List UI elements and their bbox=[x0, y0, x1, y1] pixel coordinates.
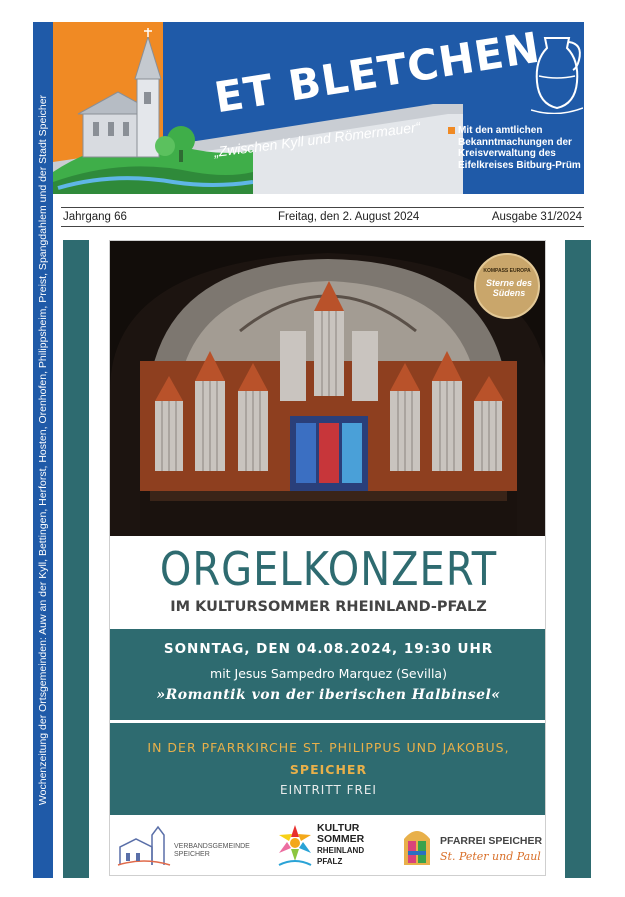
issue-info-bar bbox=[61, 207, 584, 227]
pfarrei-logo bbox=[400, 823, 545, 871]
verbandsgemeinde-logo bbox=[116, 825, 256, 869]
ks-line3: RHEINLAND bbox=[317, 846, 365, 855]
official-notice bbox=[458, 125, 584, 171]
badge-top-text: KOMPASS EUROPA bbox=[483, 268, 531, 274]
kultursommer-logo bbox=[275, 821, 385, 873]
pfarrei-window-icon bbox=[400, 823, 434, 867]
event-date: SONNTAG, DEN 04.08.2024, 19:30 UHR bbox=[163, 641, 494, 657]
concert-subtitle: IM KULTURSOMMER RHEINLAND-PFALZ bbox=[170, 599, 487, 615]
vg-line1: VERBANDSGEMEINDE bbox=[174, 843, 250, 850]
performer: mit Jesus Sampedro Marquez (Sevilla) bbox=[210, 666, 447, 681]
notice-text: Mit den amtlichen Bekanntmachungen der Kreisverwaltung des Eifelkreises Bitburg-Prüm bbox=[458, 125, 581, 171]
pfarrei-title: PFARREI SPEICHER bbox=[440, 835, 543, 847]
side-strip bbox=[33, 22, 53, 878]
vg-church-icon bbox=[116, 825, 172, 869]
admission: EINTRITT FREI bbox=[280, 783, 377, 797]
kultursommer-text bbox=[317, 823, 364, 867]
vg-line2: SPEICHER bbox=[174, 851, 210, 858]
event-details bbox=[110, 629, 546, 815]
concert-poster bbox=[109, 240, 546, 876]
concert-title: ORGELKONZERT bbox=[159, 543, 498, 597]
masthead bbox=[53, 22, 584, 194]
volume-label: Jahrgang 66 bbox=[63, 211, 127, 223]
issue-date: Freitag, den 2. August 2024 bbox=[278, 211, 420, 223]
issue-number: Ausgabe 31/2024 bbox=[491, 211, 582, 223]
kultursommer-sun-icon bbox=[275, 821, 315, 871]
newspaper-title: ET BLETCHEN bbox=[211, 22, 544, 123]
sterne-des-suedens-badge bbox=[474, 253, 540, 319]
program-title: »Romantik von der iberischen Halbinsel« bbox=[156, 687, 501, 703]
sponsor-logos bbox=[110, 815, 546, 876]
ks-line4: PFALZ bbox=[317, 857, 343, 866]
divider bbox=[110, 720, 546, 723]
ks-line2: SOMMER bbox=[317, 833, 365, 845]
pfarrei-subtitle: St. Peter und Paul bbox=[440, 850, 541, 863]
ks-line1: KULTUR bbox=[317, 822, 360, 834]
municipalities-text: Wochenzeitung der Ortsgemeinden: Auw an der Kyll, Bettingen, Herforst, Hosten, Orenhofen, Philippsheim, Preist, Spangdahlem und der Stadt Speicher bbox=[37, 94, 49, 806]
vg-text bbox=[174, 843, 250, 859]
venue: IN DER PFARRKIRCHE ST. PHILIPPUS UND JAKOBUS, bbox=[147, 740, 510, 755]
town: SPEICHER bbox=[289, 762, 368, 777]
frame-bar-left bbox=[63, 240, 89, 878]
jug-icon bbox=[531, 30, 583, 114]
frame-bar-right bbox=[565, 240, 591, 878]
notice-bullet-icon bbox=[448, 127, 455, 134]
newspaper-subtitle: „Zwischen Kyll und Römermauer“ bbox=[213, 118, 422, 160]
badge-text: Sterne des Südens bbox=[485, 278, 533, 298]
